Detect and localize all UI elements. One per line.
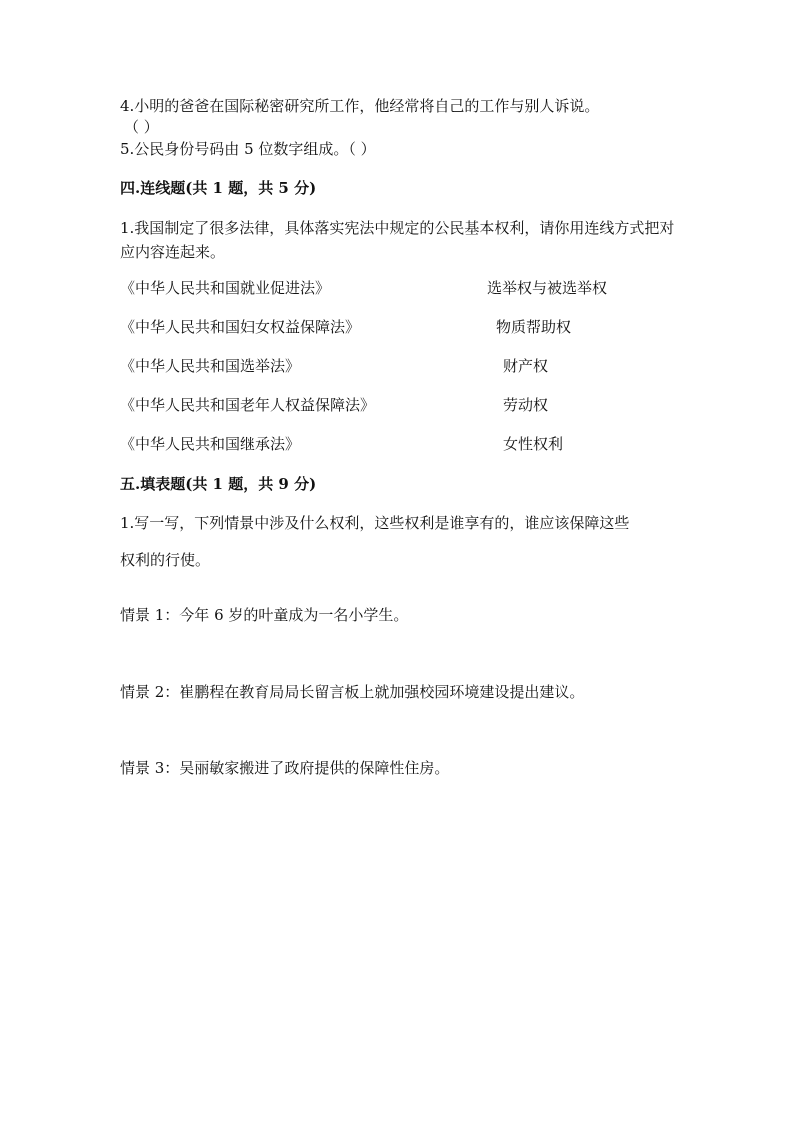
scene-2: 情景 2：崔鹏程在教育局局长留言板上就加强校园环境建设提出建议。 — [120, 683, 585, 701]
law-item-2: 《中华人民共和国妇女权益保障法》 — [120, 318, 361, 336]
right-item-2: 物质帮助权 — [496, 318, 572, 336]
law-item-1: 《中华人民共和国就业促进法》 — [120, 279, 331, 297]
right-item-3: 财产权 — [503, 357, 549, 375]
law-item-5: 《中华人民共和国继承法》 — [120, 435, 301, 453]
law-item-4: 《中华人民共和国老年人权益保障法》 — [120, 396, 376, 414]
right-item-5: 女性权利 — [503, 435, 564, 453]
law-item-3: 《中华人民共和国选举法》 — [120, 357, 301, 375]
question-4-text: 4.小明的爸爸在国际秘密研究所工作，他经常将自己的工作与别人诉说。 — [120, 97, 600, 115]
question-4-answer-blank: （ ） — [124, 118, 159, 136]
section-5-question-line-2: 权利的行使。 — [120, 551, 211, 569]
right-item-4: 劳动权 — [503, 396, 549, 414]
section-5-heading: 五.填表题(共 1 题，共 9 分) — [120, 475, 317, 493]
scene-3: 情景 3：吴丽敏家搬进了政府提供的保障性住房。 — [120, 759, 450, 777]
section-4-heading: 四.连线题(共 1 题，共 5 分) — [120, 179, 317, 197]
section-5-question-line-1: 1.写一写，下列情景中涉及什么权利，这些权利是谁享有的，谁应该保障这些 — [120, 514, 630, 532]
question-5-text: 5.公民身份号码由 5 位数字组成。（ ） — [120, 140, 376, 158]
section-4-question: 1.我国制定了很多法律，具体落实宪法中规定的公民基本权利，请你用连线方式把对应内容连起来。 — [120, 219, 675, 261]
scene-1: 情景 1：今年 6 岁的叶童成为一名小学生。 — [120, 606, 409, 624]
right-item-1: 选举权与被选举权 — [487, 279, 608, 297]
